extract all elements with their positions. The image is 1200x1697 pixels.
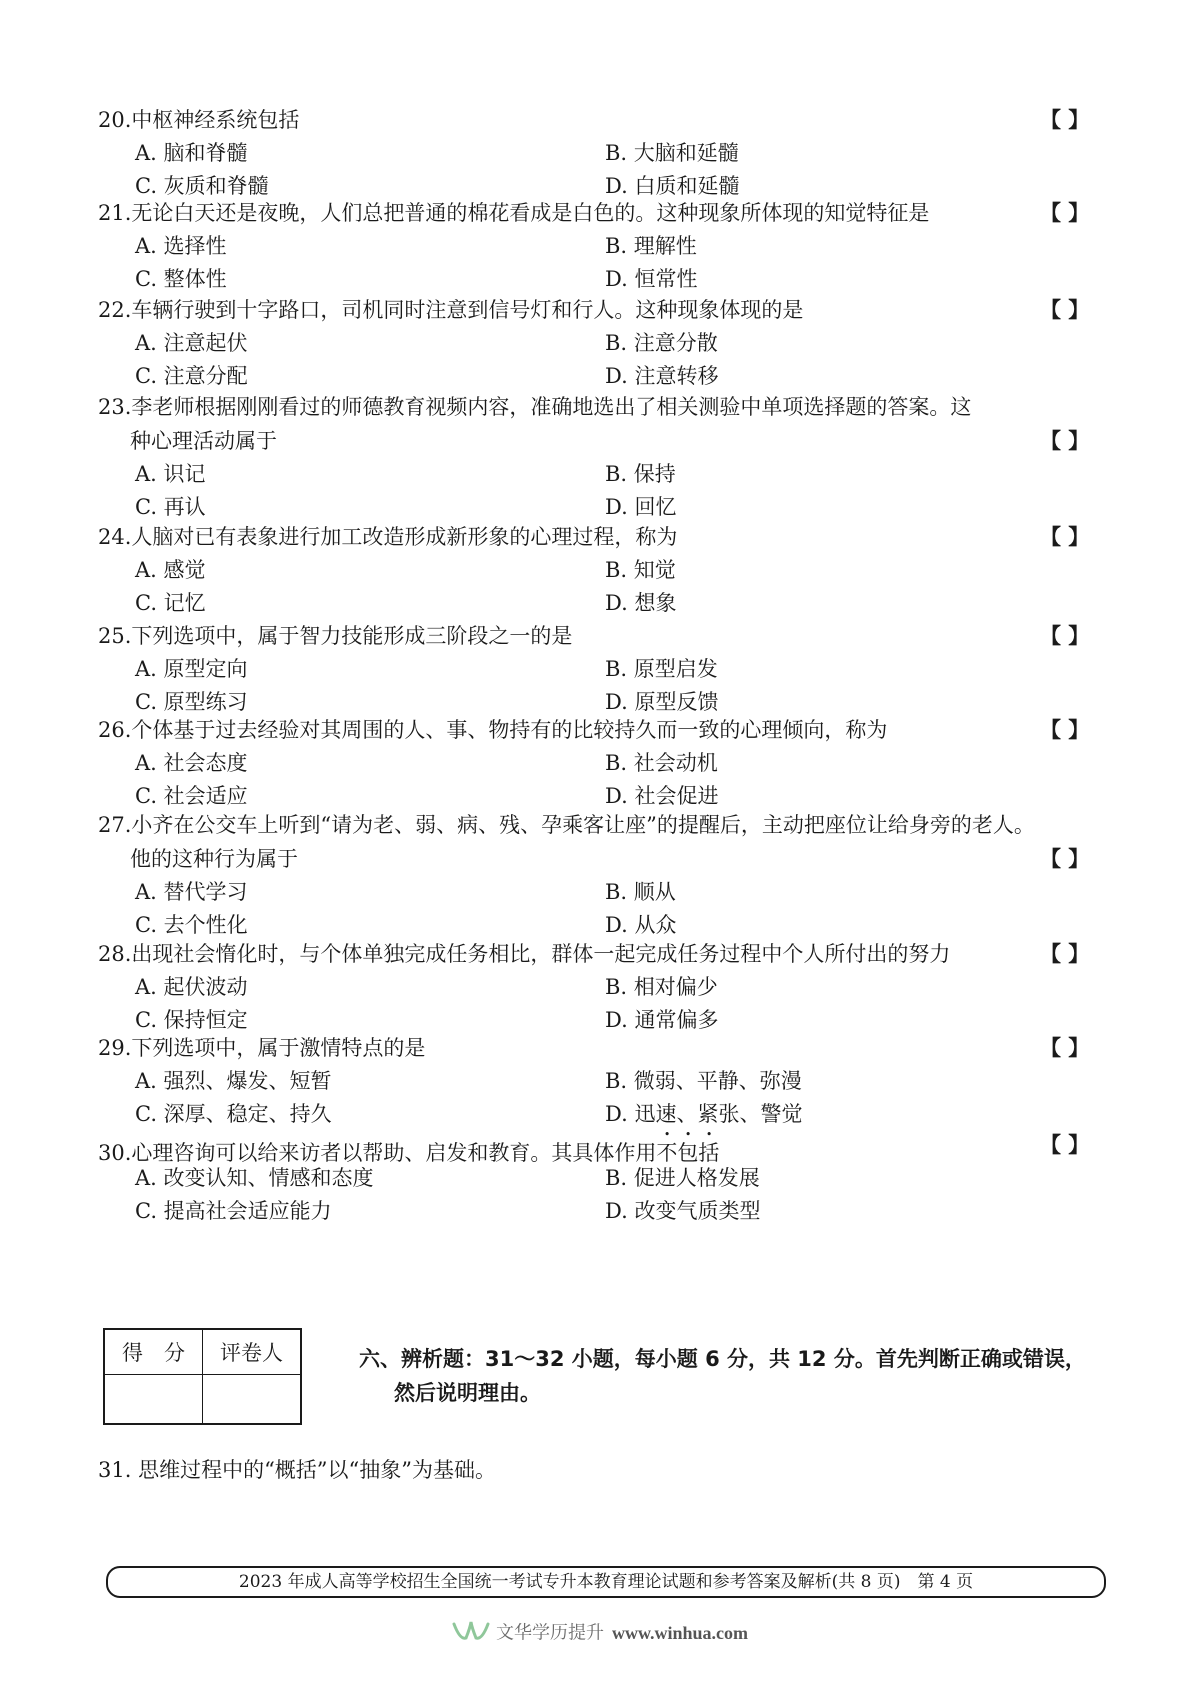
option-a: A. 识记 — [135, 462, 206, 486]
option-c: C. 社会适应 — [135, 784, 248, 808]
option-a: A. 原型定向 — [135, 657, 248, 681]
option-c: C. 保持恒定 — [135, 1008, 248, 1032]
question-23 — [98, 390, 1108, 524]
question-25 — [98, 619, 1108, 719]
question-stem: 25.下列选项中，属于智力技能形成三阶段之一的是 【 】 — [98, 619, 1108, 653]
option-c: C. 再认 — [135, 495, 206, 519]
option-d: D. 改变气质类型 — [605, 1199, 761, 1223]
question-stem: 21.无论白天还是夜晚，人们总把普通的棉花看成是白色的。这种现象所体现的知觉特征是 【 】 — [98, 196, 1108, 230]
section-six-title: 六、辨析题：31～32 小题，每小题 6 分，共 12 分。首先判断正确或错误， 然后说明理由。 — [359, 1347, 1086, 1405]
option-d: D. 迅速、紧张、警觉 — [605, 1102, 803, 1126]
option-d: D. 注意转移 — [605, 364, 719, 388]
option-c: C. 整体性 — [135, 267, 227, 291]
question-stem: 24.人脑对已有表象进行加工改造形成新形象的心理过程，称为 【 】 — [98, 520, 1108, 554]
option-b: B. 顺从 — [605, 880, 676, 904]
option-d: D. 原型反馈 — [605, 690, 719, 714]
question-27 — [98, 808, 1108, 942]
question-stem: 27.小齐在公交车上听到“请为老、弱、病、残、孕乘客让座”的提醒后，主动把座位让给身旁的老人。 他的这种行为属于 【 】 — [98, 808, 1108, 876]
option-d: D. 通常偏多 — [605, 1008, 719, 1032]
option-b: B. 理解性 — [605, 234, 697, 258]
option-b: B. 保持 — [605, 462, 676, 486]
option-d: D. 从众 — [605, 913, 677, 937]
option-a: A. 起伏波动 — [135, 975, 248, 999]
answer-bracket: 【 】 — [1040, 846, 1090, 871]
answer-bracket: 【 】 — [1040, 297, 1090, 322]
question-26 — [98, 713, 1108, 813]
option-c: C. 灰质和脊髓 — [135, 174, 269, 198]
option-b: B. 原型启发 — [605, 657, 718, 681]
option-d: D. 社会促进 — [605, 784, 719, 808]
option-b: B. 促进人格发展 — [605, 1166, 760, 1190]
question-stem: 26.个体基于过去经验对其周围的人、事、物持有的比较持久而一致的心理倾向，称为 【 】 — [98, 713, 1108, 747]
question-29 — [98, 1031, 1108, 1131]
answer-bracket: 【 】 — [1040, 941, 1090, 966]
question-28 — [98, 937, 1108, 1037]
answer-bracket: 【 】 — [1040, 524, 1090, 549]
winhua-logo-icon — [452, 1618, 490, 1649]
emphasized-text: 不包括 — [656, 1141, 720, 1165]
option-a: A. 注意起伏 — [135, 331, 248, 355]
watermark — [0, 1618, 1200, 1649]
answer-bracket: 【 】 — [1040, 717, 1090, 742]
question-30 — [98, 1128, 1108, 1228]
option-a: A. 脑和脊髓 — [135, 141, 248, 165]
option-c: C. 去个性化 — [135, 913, 248, 937]
option-d: D. 恒常性 — [605, 267, 698, 291]
question-stem: 20.中枢神经系统包括 【 】 — [98, 103, 1108, 137]
grader-label: 评卷人 — [203, 1329, 302, 1375]
option-d: D. 白质和延髓 — [605, 174, 740, 198]
answer-bracket: 【 】 — [1040, 107, 1090, 132]
answer-bracket: 【 】 — [1040, 1132, 1090, 1157]
question-22 — [98, 293, 1108, 393]
score-label: 得 分 — [104, 1329, 203, 1375]
score-cell — [104, 1375, 203, 1425]
watermark-url: www.winhua.com — [611, 1622, 749, 1643]
question-21 — [98, 196, 1108, 296]
question-31: 31. 思维过程中的“概括”以“抽象”为基础。 — [98, 1458, 497, 1482]
answer-bracket: 【 】 — [1040, 428, 1090, 453]
option-c: C. 深厚、稳定、持久 — [135, 1102, 332, 1126]
question-stem: 28.出现社会惰化时，与个体单独完成任务相比，群体一起完成任务过程中个人所付出的努力 【 】 — [98, 937, 1108, 971]
score-table — [103, 1328, 302, 1425]
option-a: A. 改变认知、情感和态度 — [135, 1166, 374, 1190]
option-b: B. 知觉 — [605, 558, 676, 582]
option-a: A. 社会态度 — [135, 751, 248, 775]
answer-bracket: 【 】 — [1040, 200, 1090, 225]
grader-cell — [203, 1375, 302, 1425]
question-20 — [98, 103, 1108, 203]
watermark-brand: 文华学历提升 — [495, 1622, 604, 1644]
option-c: C. 原型练习 — [135, 690, 248, 714]
page-footer: 2023 年成人高等学校招生全国统一考试专升本教育理论试题和参考答案及解析(共 8 页) 第 4 页 — [106, 1566, 1106, 1598]
answer-bracket: 【 】 — [1040, 623, 1090, 648]
option-b: B. 微弱、平静、弥漫 — [605, 1069, 802, 1093]
option-c: C. 记忆 — [135, 591, 206, 615]
option-b: B. 大脑和延髓 — [605, 141, 739, 165]
option-a: A. 感觉 — [135, 558, 206, 582]
question-stem: 30.心理咨询可以给来访者以帮助、启发和教育。其具体作用不包括 【 】 — [98, 1128, 1108, 1162]
answer-bracket: 【 】 — [1040, 1035, 1090, 1060]
option-d: D. 回忆 — [605, 495, 677, 519]
option-c: C. 注意分配 — [135, 364, 248, 388]
question-stem: 23.李老师根据刚刚看过的师德教育视频内容，准确地选出了相关测验中单项选择题的答案。这 种心理活动属于 【 】 — [98, 390, 1108, 458]
option-b: B. 社会动机 — [605, 751, 718, 775]
option-b: B. 相对偏少 — [605, 975, 718, 999]
option-a: A. 替代学习 — [135, 880, 248, 904]
question-24 — [98, 520, 1108, 620]
question-stem: 22.车辆行驶到十字路口，司机同时注意到信号灯和行人。这种现象体现的是 【 】 — [98, 293, 1108, 327]
option-d: D. 想象 — [605, 591, 677, 615]
option-b: B. 注意分散 — [605, 331, 718, 355]
option-a: A. 强烈、爆发、短暂 — [135, 1069, 332, 1093]
option-a: A. 选择性 — [135, 234, 227, 258]
option-c: C. 提高社会适应能力 — [135, 1199, 332, 1223]
question-stem: 29.下列选项中，属于激情特点的是 【 】 — [98, 1031, 1108, 1065]
